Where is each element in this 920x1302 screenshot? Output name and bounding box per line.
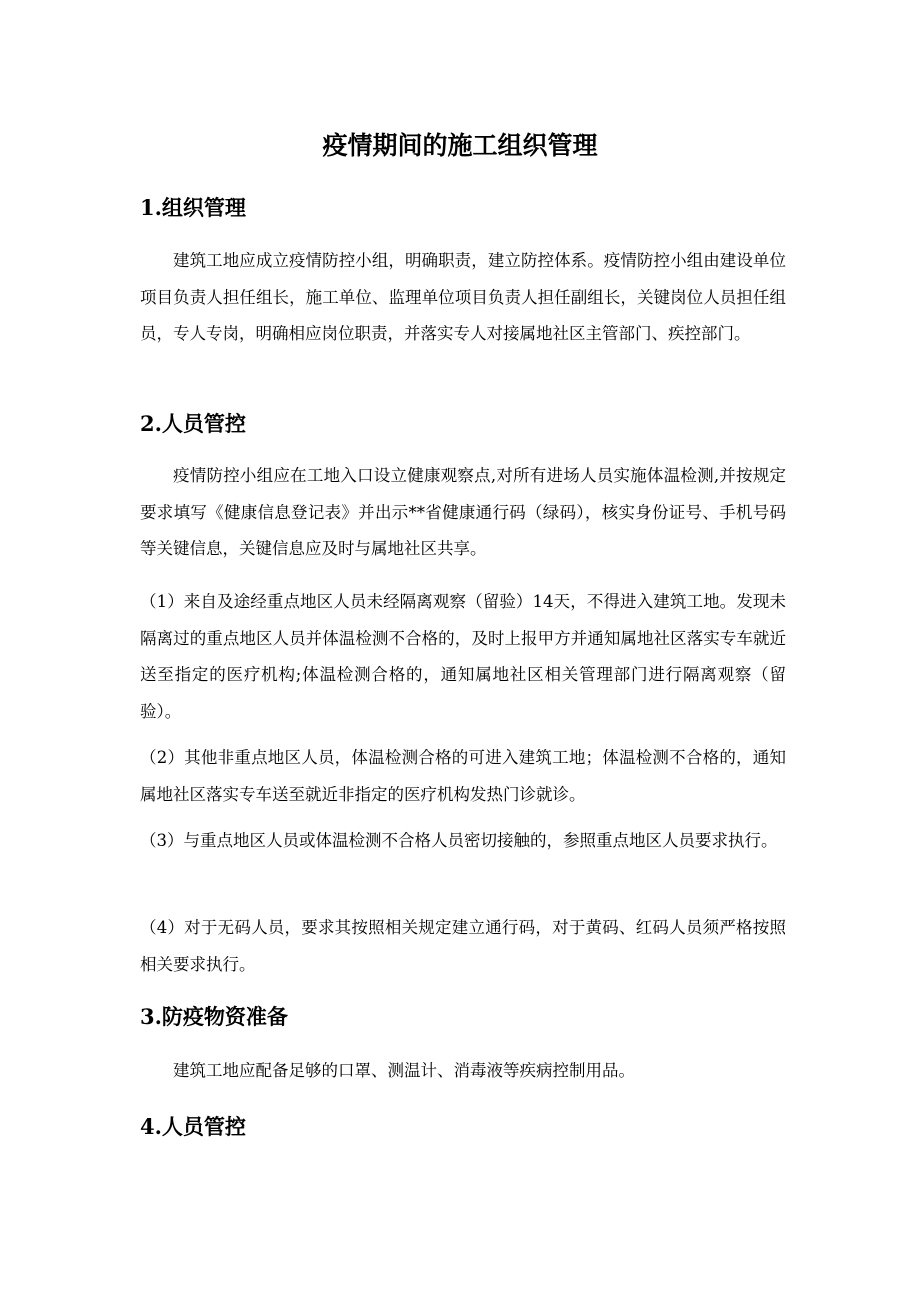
section-heading-1: 1.组织管理	[140, 195, 246, 220]
section-2-item-3: （3）与重点地区人员或体温检测不合格人员密切接触的，参照重点地区人员要求执行。	[140, 831, 778, 850]
section-heading-4: 4.人员管控	[140, 1114, 246, 1139]
section-2-item-1: （1）来自及途经重点地区人员未经隔离观察（留验）14天，不得进入建筑工地。发现未隔离过的重点地区人员并体温检测不合格的，及时上报甲方并通知属地社区落实专车就近送至指定的医疗机构;体温检测合格的，通知属地社区相关管理部门进行隔离观察（留验）。	[140, 592, 786, 721]
section-heading-2: 2.人员管控	[140, 411, 246, 436]
document-title: 疫情期间的施工组织管理	[322, 131, 598, 160]
section-3-paragraph-1: 建筑工地应配备足够的口罩、测温计、消毒液等疾病控制用品。	[173, 1061, 635, 1080]
section-2-item-2: （2）其他非重点地区人员，体温检测合格的可进入建筑工地；体温检测不合格的，通知属地社区落实专车送至就近非指定的医疗机构发热门诊就诊。	[140, 748, 786, 804]
section-2-paragraph-1: 疫情防控小组应在工地入口设立健康观察点,对所有进场人员实施体温检测,并按规定要求填写《健康信息登记表》并出示**省健康通行码（绿码），核实身份证号、手机号码等关键信息，关键信息应及时与属地社区共享。	[140, 466, 786, 558]
section-1-paragraph-1: 建筑工地应成立疫情防控小组，明确职责，建立防控体系。疫情防控小组由建设单位项目负责人担任组长，施工单位、监理单位项目负责人担任副组长，关键岗位人员担任组员，专人专岗，明确相应岗位职责，并落实专人对接属地社区主管部门、疾控部门。	[140, 251, 786, 343]
section-2-item-4: （4）对于无码人员，要求其按照相关规定建立通行码，对于黄码、红码人员须严格按照相关要求执行。	[140, 918, 786, 974]
section-heading-3: 3.防疫物资准备	[140, 1004, 288, 1029]
